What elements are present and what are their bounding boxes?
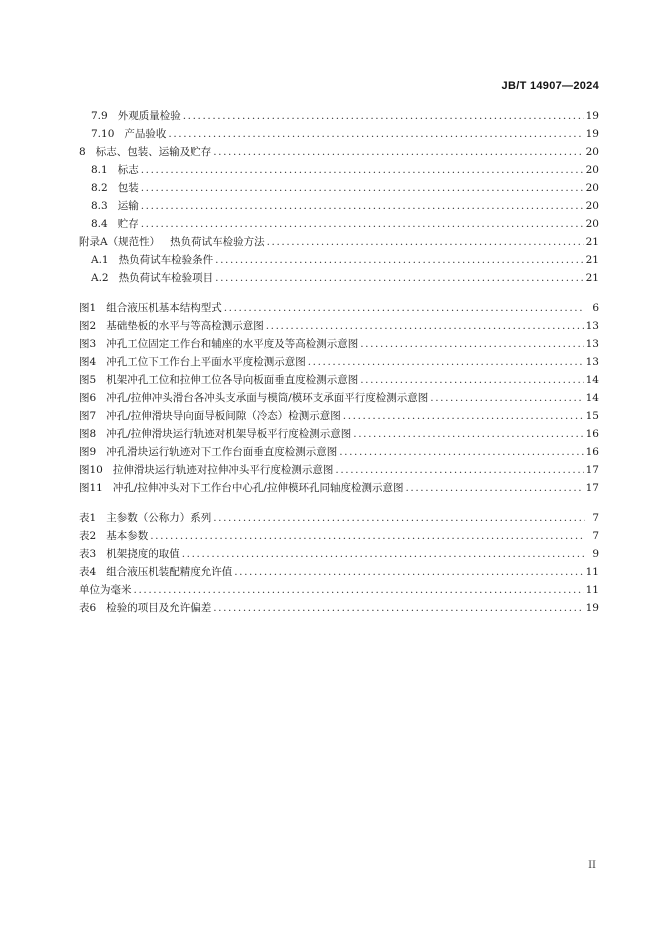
toc-leader-dots xyxy=(215,251,584,269)
toc-entry-page: 14 xyxy=(585,392,599,404)
toc-entry-text: 单位为毫米 xyxy=(79,584,132,596)
toc-entry-page: 13 xyxy=(585,320,599,332)
toc-entry-title xyxy=(91,107,181,125)
toc-group xyxy=(79,509,599,617)
toc-entry-text: 运输 xyxy=(117,200,139,212)
toc-entry-text: 冲孔滑块运行轨迹对下工作台面垂直度检测示意图 xyxy=(106,446,338,458)
toc-leader-dots xyxy=(430,389,583,407)
toc-entry-text: 拉伸滑块运行轨迹对拉伸冲头平行度检测示意图 xyxy=(112,464,334,476)
toc-leader-dots xyxy=(343,407,584,425)
toc-entry-title xyxy=(79,545,180,563)
toc-entry-title xyxy=(79,599,211,617)
toc-leader-dots xyxy=(182,545,585,563)
toc-entry-title xyxy=(91,161,139,179)
toc-entry[interactable] xyxy=(79,317,599,335)
toc-entry[interactable] xyxy=(79,443,599,461)
toc-entry-number: A.2 xyxy=(91,272,109,284)
toc-entry-text: 冲孔/拉伸冲头对下工作台中心孔/拉伸模环孔同轴度检测示意图 xyxy=(112,482,404,494)
toc-entry-page: 20 xyxy=(585,200,599,212)
toc-leader-dots xyxy=(168,125,583,143)
toc-entry-number: 表3 xyxy=(79,548,97,560)
toc-entry-title xyxy=(79,389,428,407)
toc-entry-title xyxy=(79,425,351,443)
toc-entry-title xyxy=(79,407,341,425)
toc-entry-title xyxy=(79,233,265,251)
toc-entry[interactable] xyxy=(79,545,599,563)
toc-leader-dots xyxy=(141,179,584,197)
page-number: II xyxy=(588,860,596,871)
toc-entry-text: 产品验收 xyxy=(124,128,167,140)
toc-leader-dots xyxy=(308,353,584,371)
toc-entry[interactable] xyxy=(79,527,599,545)
toc-entry-number: 8 xyxy=(79,146,86,158)
toc-entry-page: 6 xyxy=(592,302,599,314)
toc-entry-page: 21 xyxy=(585,236,599,248)
toc-entry-text: 机架挠度的取值 xyxy=(106,548,180,560)
toc-entry-title xyxy=(91,125,166,143)
toc-entry-number: 图6 xyxy=(79,392,97,404)
toc-leader-dots xyxy=(213,599,583,617)
toc-entry-number: 图4 xyxy=(79,356,97,368)
toc-leader-dots xyxy=(141,161,584,179)
toc-entry[interactable] xyxy=(79,461,599,479)
toc-entry-number: 图11 xyxy=(79,482,103,494)
toc-leader-dots xyxy=(360,335,583,353)
toc-entry[interactable] xyxy=(79,251,599,269)
toc-entry-number: 图10 xyxy=(79,464,103,476)
toc-entry-page: 19 xyxy=(585,128,599,140)
toc-entry-text: 主参数（公称力）系列 xyxy=(106,512,212,524)
toc-entry[interactable] xyxy=(79,479,599,497)
toc-leader-dots xyxy=(213,143,583,161)
toc-entry-text: 冲孔工位固定工作台和辅座的水平度及等高检测示意图 xyxy=(106,338,359,350)
toc-leader-dots xyxy=(183,107,584,125)
toc-entry-page: 13 xyxy=(585,338,599,350)
toc-entry-page: 7 xyxy=(592,530,599,542)
toc-entry[interactable] xyxy=(79,425,599,443)
toc-entry-number: 表1 xyxy=(79,512,97,524)
toc-entry[interactable] xyxy=(79,407,599,425)
toc-leader-dots xyxy=(335,461,583,479)
toc-leader-dots xyxy=(234,563,583,581)
toc-leader-dots xyxy=(215,269,584,287)
toc-entry-page: 11 xyxy=(585,584,599,596)
toc-entry-text: 热负荷试车检验项目 xyxy=(118,272,214,284)
toc-entry-text: 基本参数 xyxy=(106,530,149,542)
toc-entry[interactable] xyxy=(79,107,599,125)
toc-entry-number: 图1 xyxy=(79,302,97,314)
toc-entry[interactable] xyxy=(79,125,599,143)
toc-entry-page: 21 xyxy=(585,254,599,266)
toc-entry-page: 20 xyxy=(585,218,599,230)
toc-entry[interactable] xyxy=(79,299,599,317)
toc-entry-page: 15 xyxy=(585,410,599,422)
document-code: JB/T 14907—2024 xyxy=(501,80,599,92)
toc-entry-text: 冲孔/拉伸滑块运行轨迹对机架导板平行度检测示意图 xyxy=(106,428,352,440)
toc-entry-page: 17 xyxy=(585,464,599,476)
toc-leader-dots xyxy=(339,443,583,461)
toc-entry-number: 图9 xyxy=(79,446,97,458)
toc-entry-page: 21 xyxy=(585,272,599,284)
toc-leader-dots xyxy=(134,581,584,599)
toc-entry-text: 组合液压机装配精度允许值 xyxy=(106,566,233,578)
toc-entry[interactable] xyxy=(79,197,599,215)
toc-entry-title xyxy=(79,335,358,353)
toc-entry-number: 图2 xyxy=(79,320,97,332)
toc-entry-text: 基础垫板的水平与等高检测示意图 xyxy=(106,320,264,332)
toc-entry-text: 冲孔/拉伸滑块导向面导板间隙（冷态）检测示意图 xyxy=(106,410,341,422)
toc-entry[interactable] xyxy=(79,161,599,179)
toc-entry-title xyxy=(79,563,232,581)
toc-entry-title xyxy=(91,251,213,269)
toc-entry-text: 热负荷试车检验方法 xyxy=(170,236,265,248)
toc-entry-number: 图8 xyxy=(79,428,97,440)
toc-entry[interactable] xyxy=(79,179,599,197)
toc-entry-number: 7.9 xyxy=(91,110,108,122)
toc-entry-text: 冲孔工位下工作台上平面水平度检测示意图 xyxy=(106,356,306,368)
toc-entry[interactable] xyxy=(79,509,599,527)
toc-entry-title xyxy=(79,461,333,479)
toc-leader-dots xyxy=(150,527,585,545)
toc-entry[interactable] xyxy=(79,371,599,389)
toc-entry-number: 7.10 xyxy=(91,128,115,140)
toc-entry-number: 8.1 xyxy=(91,164,108,176)
toc-entry-page: 16 xyxy=(585,446,599,458)
toc-entry-title xyxy=(79,581,132,599)
toc-entry[interactable] xyxy=(79,353,599,371)
toc-leader-dots xyxy=(141,197,584,215)
toc-entry-page: 17 xyxy=(585,482,599,494)
toc-entry[interactable] xyxy=(79,233,599,251)
toc-entry-page: 19 xyxy=(585,602,599,614)
toc-leader-dots xyxy=(360,371,583,389)
table-of-contents xyxy=(79,107,599,617)
toc-entry[interactable] xyxy=(79,599,599,617)
toc-entry-title xyxy=(91,269,213,287)
toc-entry-number: A.1 xyxy=(91,254,109,266)
toc-leader-dots xyxy=(267,233,584,251)
toc-entry-text: 检验的项目及允许偏差 xyxy=(106,602,212,614)
toc-entry-number: 8.2 xyxy=(91,182,108,194)
toc-entry-number: 表4 xyxy=(79,566,97,578)
toc-entry-page: 14 xyxy=(585,374,599,386)
toc-entry-text: 机架冲孔工位和拉伸工位各导向板面垂直度检测示意图 xyxy=(106,374,359,386)
toc-leader-dots xyxy=(213,509,585,527)
toc-group xyxy=(79,299,599,497)
toc-leader-dots xyxy=(405,479,583,497)
toc-leader-dots xyxy=(266,317,584,335)
toc-entry-page: 20 xyxy=(585,146,599,158)
toc-entry-number: 附录A（规范性） xyxy=(79,236,161,248)
toc-entry-number: 8.3 xyxy=(91,200,108,212)
toc-entry[interactable] xyxy=(79,581,599,599)
toc-entry-page: 9 xyxy=(592,548,599,560)
toc-entry-title xyxy=(79,353,306,371)
toc-entry-number: 图3 xyxy=(79,338,97,350)
toc-leader-dots xyxy=(141,215,584,233)
toc-entry-title xyxy=(91,197,139,215)
toc-entry[interactable] xyxy=(79,215,599,233)
toc-entry-title xyxy=(79,371,358,389)
toc-entry-text: 外观质量检验 xyxy=(117,110,181,122)
toc-entry-title xyxy=(91,215,139,233)
toc-entry-title xyxy=(79,143,211,161)
toc-entry-page: 20 xyxy=(585,182,599,194)
toc-entry-title xyxy=(79,299,222,317)
toc-entry-title xyxy=(79,317,264,335)
toc-entry-page: 13 xyxy=(585,356,599,368)
toc-entry-number: 图7 xyxy=(79,410,97,422)
toc-entry-number: 表6 xyxy=(79,602,97,614)
toc-entry-text: 冲孔/拉伸冲头滑台各冲头支承面与模筒/模环支承面平行度检测示意图 xyxy=(106,392,429,404)
toc-entry-text: 热负荷试车检验条件 xyxy=(118,254,214,266)
toc-entry[interactable] xyxy=(79,143,599,161)
toc-entry-text: 包装 xyxy=(117,182,139,194)
toc-entry-number: 图5 xyxy=(79,374,97,386)
toc-entry-number: 8.4 xyxy=(91,218,108,230)
toc-leader-dots xyxy=(224,299,585,317)
toc-entry-page: 16 xyxy=(585,428,599,440)
toc-entry[interactable] xyxy=(79,269,599,287)
toc-entry-title xyxy=(79,443,337,461)
toc-entry-text: 标志 xyxy=(117,164,139,176)
toc-entry-title xyxy=(79,479,403,497)
toc-entry[interactable] xyxy=(79,335,599,353)
toc-entry[interactable] xyxy=(79,389,599,407)
toc-group xyxy=(79,107,599,287)
toc-entry[interactable] xyxy=(79,563,599,581)
toc-entry-title xyxy=(79,527,148,545)
toc-entry-page: 19 xyxy=(585,110,599,122)
toc-entry-page: 11 xyxy=(585,566,599,578)
toc-entry-title xyxy=(79,509,211,527)
toc-entry-page: 7 xyxy=(592,512,599,524)
toc-entry-page: 20 xyxy=(585,164,599,176)
toc-entry-number: 表2 xyxy=(79,530,97,542)
toc-entry-text: 标志、包装、运输及贮存 xyxy=(95,146,212,158)
toc-entry-title xyxy=(91,179,139,197)
toc-entry-text: 贮存 xyxy=(117,218,139,230)
toc-entry-text: 组合液压机基本结构型式 xyxy=(106,302,222,314)
toc-leader-dots xyxy=(353,425,583,443)
